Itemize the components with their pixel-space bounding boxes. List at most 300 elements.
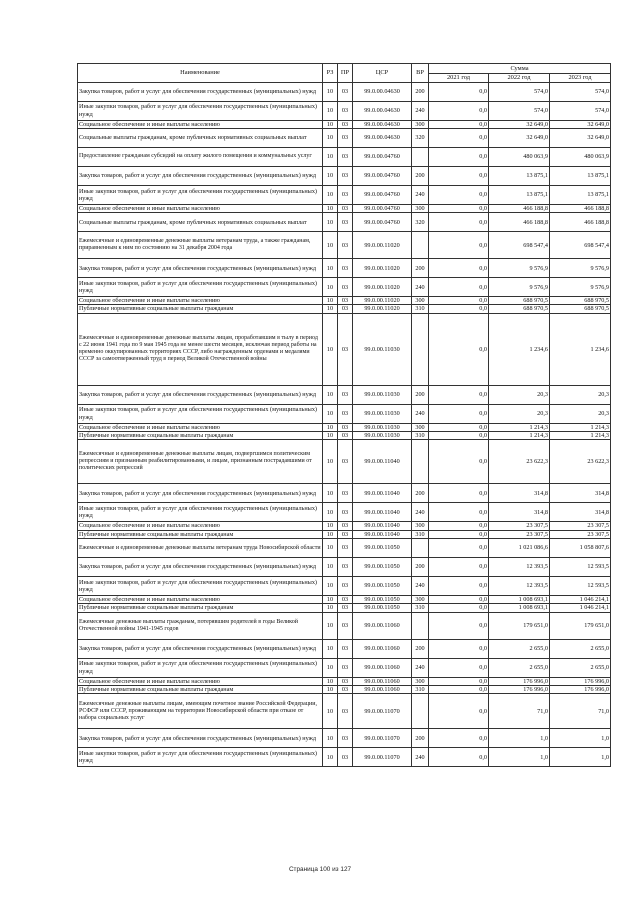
cell-rz: 10 bbox=[323, 213, 338, 232]
cell-pr: 03 bbox=[338, 313, 353, 385]
cell-name: Закупка товаров, работ и услуг для обеспечения государственных (муниципальных) нужд bbox=[78, 484, 323, 503]
cell-2021: 0,0 bbox=[429, 101, 489, 120]
cell-2022: 698 547,4 bbox=[489, 232, 550, 259]
cell-2023: 688 970,5 bbox=[550, 305, 611, 313]
cell-vr: 310 bbox=[412, 685, 429, 693]
cell-2022: 1 008 693,1 bbox=[489, 604, 550, 612]
cell-csr: 99.0.00.11070 bbox=[353, 729, 412, 748]
cell-rz: 10 bbox=[323, 604, 338, 612]
col-header-sum: Сумма bbox=[429, 64, 611, 74]
cell-2021: 0,0 bbox=[429, 558, 489, 577]
table-row bbox=[78, 484, 611, 503]
cell-pr: 03 bbox=[338, 685, 353, 693]
cell-2021: 0,0 bbox=[429, 677, 489, 685]
cell-pr: 03 bbox=[338, 204, 353, 212]
cell-vr: 300 bbox=[412, 522, 429, 530]
cell-vr bbox=[412, 147, 429, 166]
cell-2023: 23 622,3 bbox=[550, 440, 611, 484]
cell-name: Ежемесячные и единовременные денежные выплаты ветеранам труда, а также гражданам, приравненным к ним по состоянию на 31 декабря 2004 года bbox=[78, 232, 323, 259]
col-header-pr: ПР bbox=[338, 64, 353, 83]
table-row bbox=[78, 604, 611, 612]
cell-name: Ежемесячные и единовременные денежные выплаты ветеранам труда Новосибирской области bbox=[78, 539, 323, 558]
cell-rz: 10 bbox=[323, 503, 338, 522]
cell-name: Закупка товаров, работ и услуг для обеспечения государственных (муниципальных) нужд bbox=[78, 166, 323, 185]
cell-vr: 200 bbox=[412, 259, 429, 278]
cell-vr: 200 bbox=[412, 484, 429, 503]
cell-vr: 310 bbox=[412, 432, 429, 440]
table-row bbox=[78, 685, 611, 693]
col-header-rz: РЗ bbox=[323, 64, 338, 83]
cell-csr: 99.0.00.11050 bbox=[353, 539, 412, 558]
cell-rz: 10 bbox=[323, 305, 338, 313]
table-row bbox=[78, 297, 611, 305]
cell-pr: 03 bbox=[338, 385, 353, 404]
cell-2021: 0,0 bbox=[429, 729, 489, 748]
cell-name: Иные закупки товаров, работ и услуг для обеспечения государственных (муниципальных) нужд bbox=[78, 278, 323, 297]
table-row bbox=[78, 166, 611, 185]
cell-csr: 99.0.00.11040 bbox=[353, 440, 412, 484]
cell-2022: 1 021 086,6 bbox=[489, 539, 550, 558]
col-header-year-2022: 2022 год bbox=[489, 74, 550, 83]
table-row bbox=[78, 120, 611, 128]
cell-2022: 466 188,8 bbox=[489, 204, 550, 212]
table-row bbox=[78, 658, 611, 677]
cell-pr: 03 bbox=[338, 440, 353, 484]
cell-vr: 240 bbox=[412, 101, 429, 120]
table-row bbox=[78, 748, 611, 767]
table-row bbox=[78, 639, 611, 658]
cell-csr: 99.0.00.11030 bbox=[353, 404, 412, 423]
cell-rz: 10 bbox=[323, 639, 338, 658]
cell-2023: 1,0 bbox=[550, 748, 611, 767]
cell-name: Социальное обеспечение и иные выплаты населению bbox=[78, 297, 323, 305]
cell-vr: 240 bbox=[412, 503, 429, 522]
cell-rz: 10 bbox=[323, 685, 338, 693]
cell-rz: 10 bbox=[323, 101, 338, 120]
cell-csr: 99.0.00.11020 bbox=[353, 278, 412, 297]
col-header-csr: ЦСР bbox=[353, 64, 412, 83]
cell-rz: 10 bbox=[323, 694, 338, 729]
col-header-year-2021: 2021 год bbox=[429, 74, 489, 83]
cell-vr: 240 bbox=[412, 404, 429, 423]
cell-2023: 71,0 bbox=[550, 694, 611, 729]
cell-rz: 10 bbox=[323, 313, 338, 385]
cell-name: Закупка товаров, работ и услуг для обеспечения государственных (муниципальных) нужд bbox=[78, 729, 323, 748]
cell-pr: 03 bbox=[338, 677, 353, 685]
cell-vr: 300 bbox=[412, 120, 429, 128]
cell-2023: 13 875,1 bbox=[550, 166, 611, 185]
cell-2021: 0,0 bbox=[429, 484, 489, 503]
cell-vr: 310 bbox=[412, 604, 429, 612]
table-row bbox=[78, 558, 611, 577]
cell-2021: 0,0 bbox=[429, 232, 489, 259]
cell-csr: 99.0.00.11030 bbox=[353, 423, 412, 431]
cell-name: Ежемесячные денежные выплаты гражданам, потерявшим родителей в годы Великой Отечественной войны 1941-1945 годов bbox=[78, 612, 323, 639]
cell-vr bbox=[412, 232, 429, 259]
table-row bbox=[78, 404, 611, 423]
cell-vr: 310 bbox=[412, 530, 429, 538]
cell-vr bbox=[412, 694, 429, 729]
cell-2023: 1 046 214,1 bbox=[550, 596, 611, 604]
cell-2023: 688 970,5 bbox=[550, 297, 611, 305]
cell-2023: 314,8 bbox=[550, 503, 611, 522]
cell-rz: 10 bbox=[323, 440, 338, 484]
cell-2021: 0,0 bbox=[429, 423, 489, 431]
cell-csr: 99.0.00.11020 bbox=[353, 259, 412, 278]
cell-2023: 32 649,0 bbox=[550, 120, 611, 128]
cell-csr: 99.0.00.11070 bbox=[353, 694, 412, 729]
cell-2022: 1 214,3 bbox=[489, 432, 550, 440]
cell-name: Иные закупки товаров, работ и услуг для обеспечения государственных (муниципальных) нужд bbox=[78, 185, 323, 204]
cell-csr: 99.0.00.11040 bbox=[353, 484, 412, 503]
cell-vr: 240 bbox=[412, 278, 429, 297]
cell-name: Иные закупки товаров, работ и услуг для обеспечения государственных (муниципальных) нужд bbox=[78, 101, 323, 120]
cell-2021: 0,0 bbox=[429, 539, 489, 558]
cell-pr: 03 bbox=[338, 128, 353, 147]
cell-pr: 03 bbox=[338, 612, 353, 639]
table-row bbox=[78, 82, 611, 101]
cell-2023: 698 547,4 bbox=[550, 232, 611, 259]
cell-rz: 10 bbox=[323, 259, 338, 278]
cell-csr: 99.0.00.04760 bbox=[353, 185, 412, 204]
cell-2021: 0,0 bbox=[429, 185, 489, 204]
cell-2023: 32 649,0 bbox=[550, 128, 611, 147]
cell-vr: 320 bbox=[412, 128, 429, 147]
table-row bbox=[78, 204, 611, 212]
cell-csr: 99.0.00.04630 bbox=[353, 128, 412, 147]
cell-2021: 0,0 bbox=[429, 596, 489, 604]
cell-vr: 200 bbox=[412, 385, 429, 404]
cell-2022: 176 996,0 bbox=[489, 677, 550, 685]
cell-2023: 23 307,5 bbox=[550, 530, 611, 538]
cell-2023: 179 651,0 bbox=[550, 612, 611, 639]
cell-2021: 0,0 bbox=[429, 147, 489, 166]
cell-pr: 03 bbox=[338, 503, 353, 522]
cell-name: Закупка товаров, работ и услуг для обеспечения государственных (муниципальных) нужд bbox=[78, 639, 323, 658]
cell-name: Закупка товаров, работ и услуг для обеспечения государственных (муниципальных) нужд bbox=[78, 558, 323, 577]
table-row bbox=[78, 577, 611, 596]
cell-2022: 314,8 bbox=[489, 484, 550, 503]
cell-2023: 1,0 bbox=[550, 729, 611, 748]
cell-rz: 10 bbox=[323, 82, 338, 101]
cell-2022: 71,0 bbox=[489, 694, 550, 729]
table-row bbox=[78, 729, 611, 748]
cell-rz: 10 bbox=[323, 484, 338, 503]
cell-2022: 314,8 bbox=[489, 503, 550, 522]
cell-csr: 99.0.00.04760 bbox=[353, 166, 412, 185]
cell-vr: 300 bbox=[412, 204, 429, 212]
cell-vr bbox=[412, 612, 429, 639]
cell-csr: 99.0.00.11060 bbox=[353, 658, 412, 677]
table-row-section bbox=[78, 612, 611, 639]
cell-2021: 0,0 bbox=[429, 748, 489, 767]
table-row bbox=[78, 213, 611, 232]
cell-name: Социальное обеспечение и иные выплаты населению bbox=[78, 423, 323, 431]
cell-2023: 466 188,8 bbox=[550, 213, 611, 232]
cell-pr: 03 bbox=[338, 278, 353, 297]
cell-csr: 99.0.00.04760 bbox=[353, 204, 412, 212]
cell-2021: 0,0 bbox=[429, 694, 489, 729]
cell-csr: 99.0.00.04630 bbox=[353, 120, 412, 128]
cell-2023: 1 234,6 bbox=[550, 313, 611, 385]
table-row bbox=[78, 101, 611, 120]
cell-pr: 03 bbox=[338, 539, 353, 558]
cell-name: Ежемесячные денежные выплаты лицам, имеющим почетное звание Российской Федерации, РСФСР или СССР, проживающим на территории Новосибирской области при отказе от набора социальных услуг bbox=[78, 694, 323, 729]
cell-csr: 99.0.00.11050 bbox=[353, 558, 412, 577]
cell-2023: 12 593,5 bbox=[550, 558, 611, 577]
cell-2022: 176 996,0 bbox=[489, 685, 550, 693]
table-body bbox=[78, 82, 611, 767]
cell-csr: 99.0.00.11020 bbox=[353, 232, 412, 259]
cell-csr: 99.0.00.11030 bbox=[353, 432, 412, 440]
table-row-section bbox=[78, 147, 611, 166]
cell-pr: 03 bbox=[338, 82, 353, 101]
cell-vr: 240 bbox=[412, 185, 429, 204]
cell-vr: 310 bbox=[412, 305, 429, 313]
cell-csr: 99.0.00.11050 bbox=[353, 604, 412, 612]
cell-name: Социальное обеспечение и иные выплаты населению bbox=[78, 120, 323, 128]
cell-2023: 314,8 bbox=[550, 484, 611, 503]
cell-csr: 99.0.00.11020 bbox=[353, 305, 412, 313]
cell-2023: 9 576,9 bbox=[550, 278, 611, 297]
cell-2022: 574,0 bbox=[489, 101, 550, 120]
cell-pr: 03 bbox=[338, 694, 353, 729]
table-row bbox=[78, 522, 611, 530]
cell-2021: 0,0 bbox=[429, 305, 489, 313]
cell-rz: 10 bbox=[323, 596, 338, 604]
cell-rz: 10 bbox=[323, 128, 338, 147]
cell-2022: 13 875,1 bbox=[489, 185, 550, 204]
cell-csr: 99.0.00.11040 bbox=[353, 530, 412, 538]
cell-name: Публичные нормативные социальные выплаты гражданам bbox=[78, 305, 323, 313]
table-row-section bbox=[78, 539, 611, 558]
cell-2021: 0,0 bbox=[429, 213, 489, 232]
cell-pr: 03 bbox=[338, 185, 353, 204]
table-row bbox=[78, 278, 611, 297]
cell-2023: 13 875,1 bbox=[550, 185, 611, 204]
cell-rz: 10 bbox=[323, 748, 338, 767]
cell-2022: 20,3 bbox=[489, 404, 550, 423]
cell-2021: 0,0 bbox=[429, 612, 489, 639]
cell-csr: 99.0.00.11050 bbox=[353, 596, 412, 604]
cell-csr: 99.0.00.11030 bbox=[353, 385, 412, 404]
cell-rz: 10 bbox=[323, 166, 338, 185]
cell-2022: 2 655,0 bbox=[489, 639, 550, 658]
cell-name: Социальные выплаты гражданам, кроме публичных нормативных социальных выплат bbox=[78, 128, 323, 147]
cell-2022: 688 970,5 bbox=[489, 297, 550, 305]
cell-2022: 1,0 bbox=[489, 729, 550, 748]
cell-2022: 466 188,8 bbox=[489, 213, 550, 232]
cell-vr: 240 bbox=[412, 577, 429, 596]
cell-rz: 10 bbox=[323, 147, 338, 166]
cell-2023: 2 655,0 bbox=[550, 639, 611, 658]
cell-2023: 1 214,3 bbox=[550, 423, 611, 431]
cell-2021: 0,0 bbox=[429, 658, 489, 677]
cell-rz: 10 bbox=[323, 232, 338, 259]
table-row bbox=[78, 385, 611, 404]
cell-pr: 03 bbox=[338, 530, 353, 538]
cell-vr: 200 bbox=[412, 82, 429, 101]
cell-2022: 23 307,5 bbox=[489, 522, 550, 530]
cell-name: Социальное обеспечение и иные выплаты населению bbox=[78, 677, 323, 685]
table-row bbox=[78, 530, 611, 538]
cell-pr: 03 bbox=[338, 658, 353, 677]
cell-name: Социальное обеспечение и иные выплаты населению bbox=[78, 596, 323, 604]
cell-pr: 03 bbox=[338, 639, 353, 658]
cell-2023: 12 593,5 bbox=[550, 577, 611, 596]
table-row bbox=[78, 596, 611, 604]
cell-csr: 99.0.00.11050 bbox=[353, 577, 412, 596]
cell-rz: 10 bbox=[323, 577, 338, 596]
cell-2021: 0,0 bbox=[429, 128, 489, 147]
cell-2022: 12 393,5 bbox=[489, 558, 550, 577]
cell-pr: 03 bbox=[338, 232, 353, 259]
cell-2022: 32 649,0 bbox=[489, 120, 550, 128]
cell-name: Иные закупки товаров, работ и услуг для обеспечения государственных (муниципальных) нужд bbox=[78, 658, 323, 677]
cell-2021: 0,0 bbox=[429, 530, 489, 538]
cell-name: Социальное обеспечение и иные выплаты населению bbox=[78, 522, 323, 530]
cell-csr: 99.0.00.04760 bbox=[353, 147, 412, 166]
cell-2022: 688 970,5 bbox=[489, 305, 550, 313]
cell-2021: 0,0 bbox=[429, 297, 489, 305]
page-footer: Страница 100 из 127 bbox=[288, 866, 352, 873]
col-header-vr: ВР bbox=[412, 64, 429, 83]
cell-2022: 12 393,5 bbox=[489, 577, 550, 596]
cell-csr: 99.0.00.11040 bbox=[353, 503, 412, 522]
cell-rz: 10 bbox=[323, 278, 338, 297]
cell-2023: 1 214,3 bbox=[550, 432, 611, 440]
cell-2021: 0,0 bbox=[429, 313, 489, 385]
cell-pr: 03 bbox=[338, 259, 353, 278]
cell-pr: 03 bbox=[338, 484, 353, 503]
cell-name: Ежемесячные и единовременные денежные выплаты лицам, подвергшимся политическим репрессиям и признанным реабилитированными, и лицам, признанным пострадавшими от политических репрессий bbox=[78, 440, 323, 484]
cell-2022: 480 063,9 bbox=[489, 147, 550, 166]
cell-2021: 0,0 bbox=[429, 204, 489, 212]
cell-csr: 99.0.00.11020 bbox=[353, 297, 412, 305]
cell-rz: 10 bbox=[323, 522, 338, 530]
cell-rz: 10 bbox=[323, 297, 338, 305]
cell-rz: 10 bbox=[323, 539, 338, 558]
cell-csr: 99.0.00.11040 bbox=[353, 522, 412, 530]
table-row-section bbox=[78, 440, 611, 484]
cell-2021: 0,0 bbox=[429, 432, 489, 440]
cell-2021: 0,0 bbox=[429, 278, 489, 297]
cell-2022: 20,3 bbox=[489, 385, 550, 404]
cell-csr: 99.0.00.11060 bbox=[353, 685, 412, 693]
cell-name: Иные закупки товаров, работ и услуг для обеспечения государственных (муниципальных) нужд bbox=[78, 748, 323, 767]
cell-2023: 23 307,5 bbox=[550, 522, 611, 530]
cell-name: Публичные нормативные социальные выплаты гражданам bbox=[78, 432, 323, 440]
cell-2022: 1,0 bbox=[489, 748, 550, 767]
cell-csr: 99.0.00.11060 bbox=[353, 612, 412, 639]
cell-vr bbox=[412, 313, 429, 385]
budget-table bbox=[77, 63, 611, 767]
cell-vr: 300 bbox=[412, 596, 429, 604]
cell-2021: 0,0 bbox=[429, 503, 489, 522]
cell-name: Публичные нормативные социальные выплаты гражданам bbox=[78, 685, 323, 693]
cell-rz: 10 bbox=[323, 423, 338, 431]
table-row bbox=[78, 128, 611, 147]
cell-rz: 10 bbox=[323, 558, 338, 577]
cell-2023: 2 655,0 bbox=[550, 658, 611, 677]
cell-name: Публичные нормативные социальные выплаты гражданам bbox=[78, 604, 323, 612]
cell-2022: 574,0 bbox=[489, 82, 550, 101]
cell-rz: 10 bbox=[323, 185, 338, 204]
table-row-section bbox=[78, 232, 611, 259]
cell-vr bbox=[412, 539, 429, 558]
cell-name: Иные закупки товаров, работ и услуг для обеспечения государственных (муниципальных) нужд bbox=[78, 503, 323, 522]
cell-2021: 0,0 bbox=[429, 166, 489, 185]
cell-name: Закупка товаров, работ и услуг для обеспечения государственных (муниципальных) нужд bbox=[78, 385, 323, 404]
cell-pr: 03 bbox=[338, 404, 353, 423]
cell-vr: 300 bbox=[412, 423, 429, 431]
cell-2022: 9 576,9 bbox=[489, 278, 550, 297]
cell-pr: 03 bbox=[338, 166, 353, 185]
cell-vr: 240 bbox=[412, 658, 429, 677]
cell-vr: 240 bbox=[412, 748, 429, 767]
cell-pr: 03 bbox=[338, 423, 353, 431]
cell-2022: 1 214,3 bbox=[489, 423, 550, 431]
cell-name: Социальное обеспечение и иные выплаты населению bbox=[78, 204, 323, 212]
cell-2022: 2 655,0 bbox=[489, 658, 550, 677]
cell-2023: 20,3 bbox=[550, 385, 611, 404]
cell-2022: 13 875,1 bbox=[489, 166, 550, 185]
cell-2023: 176 996,0 bbox=[550, 677, 611, 685]
cell-2021: 0,0 bbox=[429, 522, 489, 530]
cell-csr: 99.0.00.11070 bbox=[353, 748, 412, 767]
cell-2023: 20,3 bbox=[550, 404, 611, 423]
table-row bbox=[78, 259, 611, 278]
cell-2023: 176 996,0 bbox=[550, 685, 611, 693]
cell-pr: 03 bbox=[338, 558, 353, 577]
cell-pr: 03 bbox=[338, 297, 353, 305]
cell-2021: 0,0 bbox=[429, 404, 489, 423]
cell-pr: 03 bbox=[338, 596, 353, 604]
cell-2021: 0,0 bbox=[429, 82, 489, 101]
cell-rz: 10 bbox=[323, 204, 338, 212]
cell-2022: 23 622,3 bbox=[489, 440, 550, 484]
cell-csr: 99.0.00.11060 bbox=[353, 677, 412, 685]
cell-name: Публичные нормативные социальные выплаты гражданам bbox=[78, 530, 323, 538]
cell-rz: 10 bbox=[323, 729, 338, 748]
cell-rz: 10 bbox=[323, 385, 338, 404]
cell-name: Социальные выплаты гражданам, кроме публичных нормативных социальных выплат bbox=[78, 213, 323, 232]
cell-rz: 10 bbox=[323, 658, 338, 677]
table-row bbox=[78, 432, 611, 440]
cell-2023: 1 046 214,1 bbox=[550, 604, 611, 612]
cell-pr: 03 bbox=[338, 213, 353, 232]
cell-2023: 574,0 bbox=[550, 101, 611, 120]
table-row bbox=[78, 305, 611, 313]
cell-2021: 0,0 bbox=[429, 259, 489, 278]
cell-2021: 0,0 bbox=[429, 639, 489, 658]
cell-csr: 99.0.00.04760 bbox=[353, 213, 412, 232]
cell-2022: 32 649,0 bbox=[489, 128, 550, 147]
cell-vr bbox=[412, 440, 429, 484]
cell-pr: 03 bbox=[338, 729, 353, 748]
cell-rz: 10 bbox=[323, 530, 338, 538]
cell-vr: 320 bbox=[412, 213, 429, 232]
table-row bbox=[78, 185, 611, 204]
table-row bbox=[78, 423, 611, 431]
cell-2021: 0,0 bbox=[429, 385, 489, 404]
cell-csr: 99.0.00.04630 bbox=[353, 101, 412, 120]
cell-2023: 9 576,9 bbox=[550, 259, 611, 278]
cell-pr: 03 bbox=[338, 577, 353, 596]
cell-pr: 03 bbox=[338, 147, 353, 166]
cell-2022: 9 576,9 bbox=[489, 259, 550, 278]
cell-2023: 466 188,8 bbox=[550, 204, 611, 212]
